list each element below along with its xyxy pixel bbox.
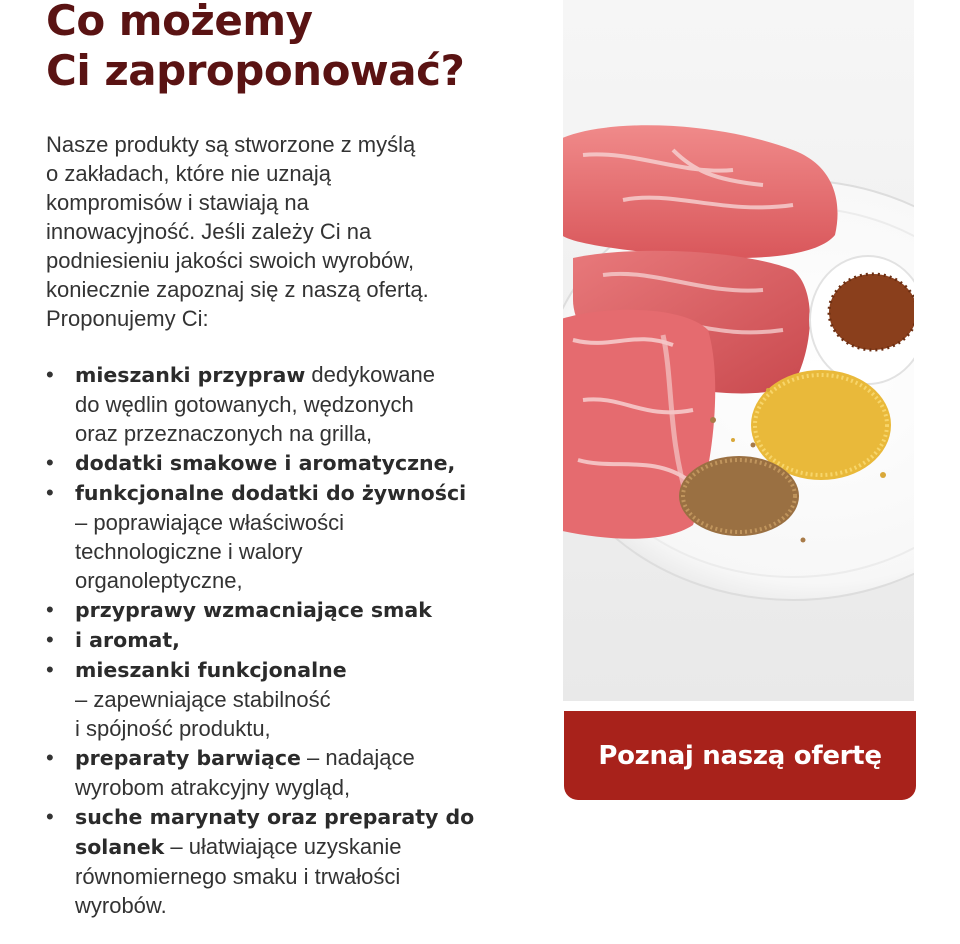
offer-text: – zapewniające stabilność <box>75 687 331 712</box>
intro-paragraph <box>46 130 514 333</box>
offer-text: – nadające <box>300 745 415 770</box>
offer-text: i spójność produktu, <box>75 716 271 741</box>
meat-spices-photo <box>563 0 914 701</box>
intro-line: podniesieniu jakości swoich wyrobów, <box>46 248 415 273</box>
offer-bold: przyprawy wzmacniające smak <box>75 598 432 622</box>
offer-bold: funkcjonalne dodatki do żywności <box>75 481 467 505</box>
offer-bold: dodatki smakowe i aromatyczne, <box>75 451 456 475</box>
offer-item-colourants <box>46 743 516 802</box>
offer-bold: mieszanki przypraw <box>75 363 306 387</box>
intro-line: Proponujemy Ci: <box>46 306 209 331</box>
page-title <box>46 0 464 96</box>
offer-text: do wędlin gotowanych, wędzonych <box>75 392 414 417</box>
offer-text: wyrobów. <box>75 893 167 918</box>
offer-bold: preparaty barwiące <box>75 746 301 770</box>
intro-line: kompromisów i stawiają na <box>46 190 309 215</box>
offer-item-aroma <box>46 625 516 655</box>
offer-text: równomiernego smaku i trwałości <box>75 864 401 889</box>
intro-line: koniecznie zapoznaj się z naszą ofertą. <box>46 277 429 302</box>
offer-item-spice-mixes <box>46 360 516 448</box>
offer-item-flavour-additives <box>46 448 516 478</box>
offer-text: organoleptyczne, <box>75 568 243 593</box>
offer-text: – ułatwiające uzyskanie <box>164 834 402 859</box>
offer-text: oraz przeznaczonych na grilla, <box>75 421 373 446</box>
offer-item-functional-mixes <box>46 655 516 743</box>
page-title-line-1: Co możemy <box>46 0 313 45</box>
offer-text: – poprawiające właściwości <box>75 510 345 535</box>
offer-item-functional-additives <box>46 478 516 595</box>
offer-text: wyrobom atrakcyjny wygląd, <box>75 775 351 800</box>
view-offer-button[interactable]: Poznaj naszą ofertę <box>564 711 916 800</box>
intro-line: innowacyjność. Jeśli zależy Ci na <box>46 219 372 244</box>
intro-line: Nasze produkty są stworzone z myślą <box>46 132 416 157</box>
meat-plate-illustration <box>563 0 914 701</box>
offer-bold: solanek <box>75 835 165 859</box>
offer-item-flavour-enhancers <box>46 595 516 625</box>
offer-text: dedykowane <box>305 362 435 387</box>
offer-text: technologiczne i walory <box>75 539 303 564</box>
offer-list <box>46 360 516 920</box>
offer-bold: i aromat, <box>75 628 180 652</box>
intro-line: o zakładach, które nie uznają <box>46 161 331 186</box>
offer-bold: mieszanki funkcjonalne <box>75 658 347 682</box>
page-title-line-2: Ci zaproponować? <box>46 46 465 95</box>
offer-bold: suche marynaty oraz preparaty do <box>75 805 475 829</box>
offer-item-dry-marinades <box>46 802 516 920</box>
